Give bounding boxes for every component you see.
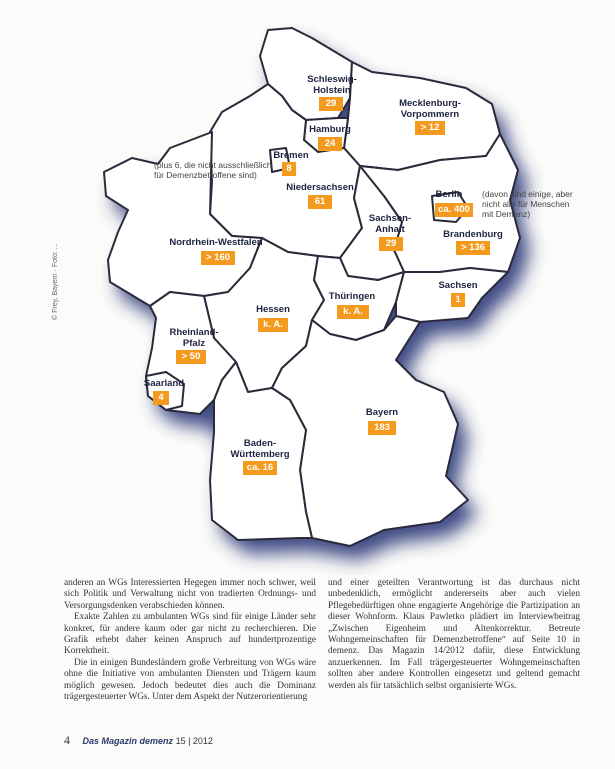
label-hessen: Hessen <box>256 304 290 315</box>
label-hamburg: Hamburg <box>309 124 351 135</box>
photo-credit: © Frey, Bayern · Foto: ... <box>52 243 59 320</box>
label-niedersachsen: Niedersachsen <box>286 182 354 193</box>
label-schleswig-holstein: Schleswig- Holstein <box>307 74 357 96</box>
paragraph: Die in einigen Bundesländern große Verbreitung von WGs wäre ohne die Initiative von ambulanten Diensten und Trägern kaum möglich gewesen. Jedoch bedeutet dies auch die Dominanz trägergesteuerter WGs. Unter dem Aspekt der Nutzerorientierung <box>64 657 316 703</box>
badge-hamburg: 24 <box>318 137 342 151</box>
paragraph: anderen an WGs Interessierten Hegegen immer noch schwer, weil sich Politik und Verwaltung nicht von tradierten Ordnungs- und Versorgungsdenken verabschieden können. <box>64 578 316 611</box>
label-thueringen: Thüringen <box>328 291 376 302</box>
badge-schleswig-holstein: 29 <box>319 97 343 111</box>
badge-sachsen-anhalt: 29 <box>379 237 403 251</box>
page-footer <box>64 733 213 748</box>
label-nordrhein-westfalen: Nordrhein-Westfalen <box>169 237 263 248</box>
label-baden-wuerttemberg: Baden- Württemberg <box>230 438 290 460</box>
badge-niedersachsen: 61 <box>308 195 332 209</box>
badge-saarland: 4 <box>153 391 169 405</box>
badge-bayern: 183 <box>368 421 396 435</box>
badge-bremen: 8 <box>282 162 296 176</box>
note-berlin: (davon sind einige, aber nicht alle für Menschen mit Demenz) <box>482 189 573 219</box>
magazine-name: Das Magazin demenz <box>82 736 174 746</box>
badge-hessen: k. A. <box>258 318 288 332</box>
badge-rheinland-pfalz: > 50 <box>176 350 206 364</box>
badge-berlin: ca. 400 <box>435 203 473 217</box>
badge-sachsen: 1 <box>451 293 465 307</box>
article-column-left <box>64 578 316 703</box>
label-saarland: Saarland <box>143 378 185 389</box>
paragraph: Exakte Zahlen zu ambulanten WGs sind für einige Länder sehr konkret, für andere kaum oder gar nicht zu recherchieren. Die Grafik erhebt daher keinen Anspruch auf hundertprozentige Korrektheit. <box>64 612 316 657</box>
label-berlin: Berlin <box>435 189 463 200</box>
badge-mecklenburg-vorpommern: > 12 <box>415 121 445 135</box>
label-rheinland-pfalz: Rheinland- Pfalz <box>169 327 219 349</box>
badge-brandenburg: > 136 <box>456 241 490 255</box>
label-brandenburg: Brandenburg <box>443 229 503 240</box>
badge-thueringen: k. A. <box>337 305 369 319</box>
badge-baden-wuerttemberg: ca. 16 <box>243 461 277 475</box>
note-bremen: (plus 6, die nicht ausschließlich für Demenzbetroffene sind) <box>154 160 272 180</box>
label-bayern: Bayern <box>365 407 399 418</box>
label-sachsen-anhalt: Sachsen- Anhalt <box>368 213 412 235</box>
label-bremen: Bremen <box>273 150 309 161</box>
label-mecklenburg-vorpommern: Mecklenburg- Vorpommern <box>399 98 461 120</box>
paragraph: und einer geteilten Verantwortung ist das durchaus nicht unbedenklich, ermöglicht andererseits aber auch vielen Pflegebedürftigen ohne engagierte Angehörige die Partizipation an dieser Wohnform. Klaus Pawletko plädiert im Interviewbeitrag „Zwischen Eigenheim und Altenkorrektur. Betreute Wohngemeinschaften für Demenzbetroffene“ auf Seite 10 in demenz. Das Magazin 14/2012 dafür, diese Entwicklung anzuerkennen. Im Fall trägergesteuerter Wohngemeinschaften sollten aber andere Kontrollen eingesetzt und geltend gemacht werden als für tatsächlich selbst organisierte WGs. <box>328 578 580 691</box>
page-number: 4 <box>64 733 70 747</box>
issue-number: 15 | 2012 <box>175 736 213 746</box>
label-sachsen: Sachsen <box>438 280 478 291</box>
badge-nordrhein-westfalen: > 160 <box>201 251 235 265</box>
article-column-right <box>328 578 580 692</box>
